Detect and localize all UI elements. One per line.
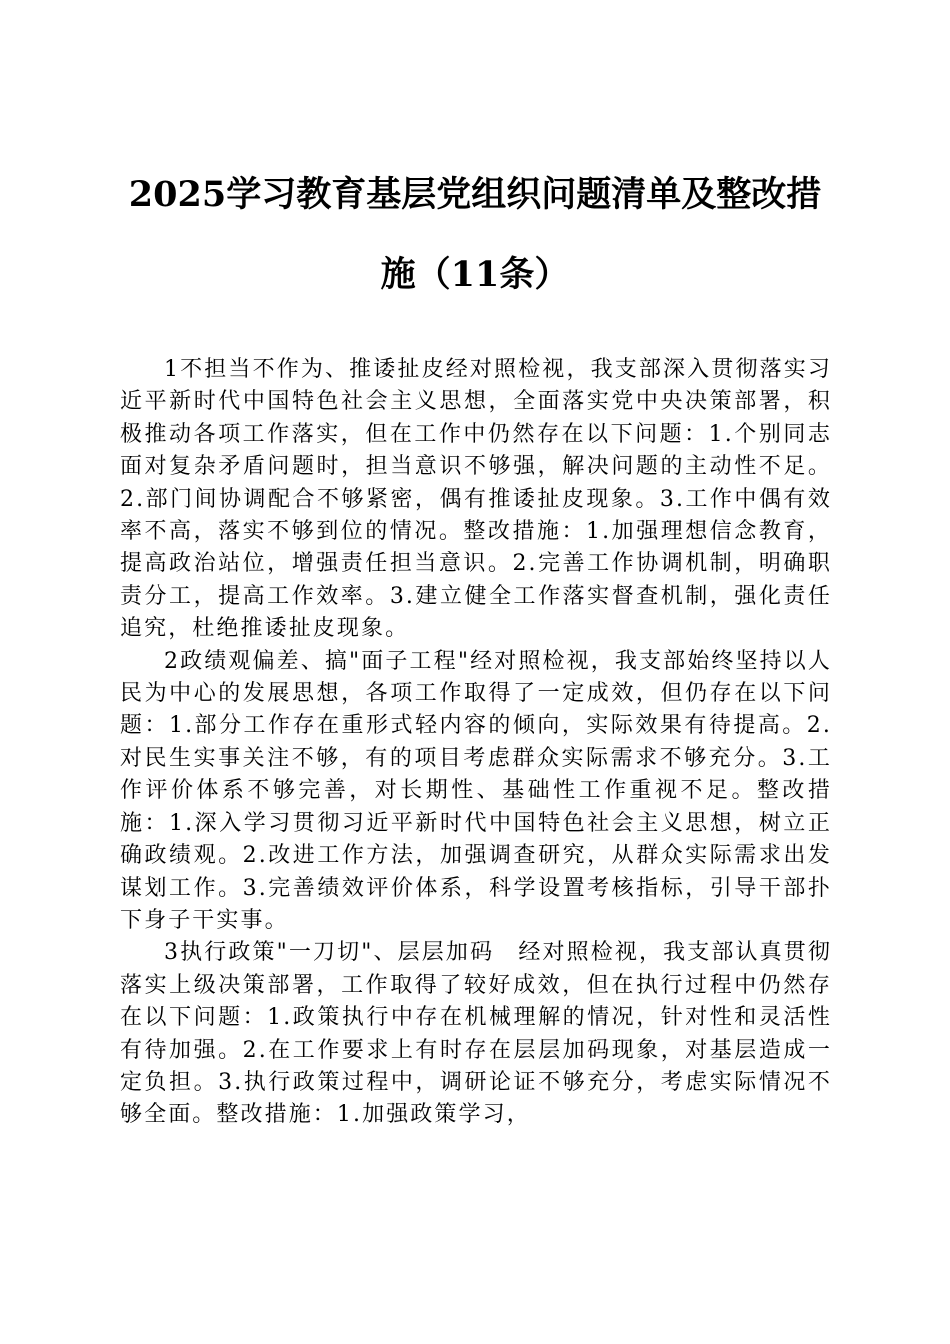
document-title xyxy=(110,166,840,326)
title-line-2: 施（11条） xyxy=(380,254,570,295)
paragraph-item-3: 3执行政策"一刀切"、层层加码 经对照检视，我支部认真贯彻落实上级决策部署，工作取得了较好成效，但在执行过程中仍然存在以下问题：1.政策执行中存在机械理解的情况，针对性和灵活性有待加强。2.在工作要求上有时存在层层加码现象，对基层造成一定负担。3.执行政策过程中，调研论证不够充分，考虑实际情况不够全面。整改措施：1.加强政策学习， xyxy=(120,940,832,1128)
document-body xyxy=(120,354,832,1132)
paragraph-item-1: 1不担当不作为、推诿扯皮经对照检视，我支部深入贯彻落实习近平新时代中国特色社会主义思想，全面落实党中央决策部署，积极推动各项工作落实，但在工作中仍然存在以下问题：1.个别同志面对复杂矛盾问题时，担当意识不够强，解决问题的主动性不足。2.部门间协调配合不够紧密，偶有推诿扯皮现象。3.工作中偶有效率不高，落实不够到位的情况。整改措施：1.加强理想信念教育，提高政治站位，增强责任担当意识。2.完善工作协调机制，明确职责分工，提高工作效率。3.建立健全工作落实督查机制，强化责任追究，杜绝推诿扯皮现象。 xyxy=(120,357,832,642)
title-line-1: 2025学习教育基层党组织问题清单及整改措 xyxy=(128,174,822,215)
paragraph-item-2: 2政绩观偏差、搞"面子工程"经对照检视，我支部始终坚持以人民为中心的发展思想，各项工作取得了一定成效，但仍存在以下问题：1.部分工作存在重形式轻内容的倾向，实际效果有待提高。2.对民生实事关注不够，有的项目考虑群众实际需求不够充分。3.工作评价体系不够完善，对长期性、基础性工作重视不足。整改措施：1.深入学习贯彻习近平新时代中国特色社会主义思想，树立正确政绩观。2.改进工作方法，加强调查研究，从群众实际需求出发谋划工作。3.完善绩效评价体系，科学设置考核指标，引导干部扑下身子干实事。 xyxy=(120,648,832,933)
